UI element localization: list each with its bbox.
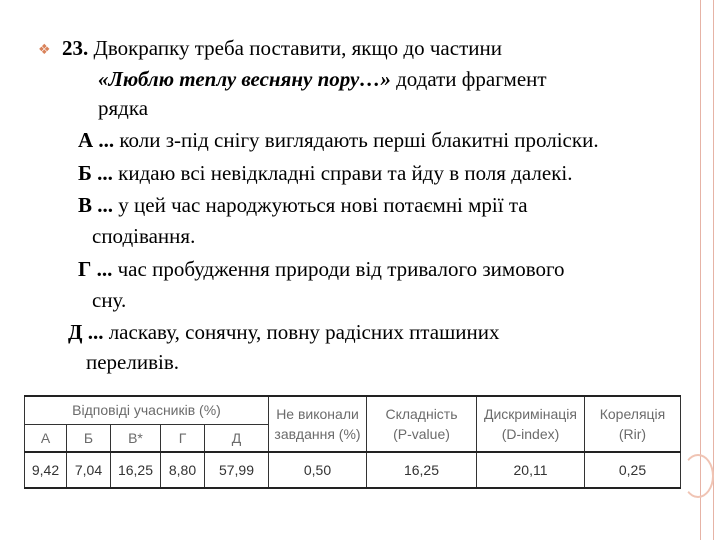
question-number: 23. (62, 36, 89, 60)
diamond-bullet-icon: ❖ (38, 42, 51, 58)
option-c-dots: ... (92, 193, 114, 217)
option-e-text-cont: переливів. (86, 350, 180, 374)
not-done-header-2: завдання (%) (274, 426, 361, 442)
correlation-header (585, 396, 681, 452)
answer-value-b: 7,04 (67, 452, 111, 488)
difficulty-header-2: (P-value) (393, 426, 450, 442)
discrimination-header-1: Дискримінація (484, 406, 577, 422)
option-c-cont (92, 224, 195, 248)
option-b (78, 161, 572, 185)
option-d-cont (92, 288, 126, 312)
not-done-value: 0,50 (269, 452, 367, 488)
question-text-1: Двокрапку треба поставити, якщо до частини (93, 36, 502, 60)
not-done-header-1: Не виконали (276, 406, 359, 422)
answer-letter-a: А (25, 424, 67, 452)
option-d-text-cont: сну. (92, 288, 127, 312)
option-d-dots: ... (91, 257, 113, 281)
option-e-text: ласкаву, сонячну, повну радісних пташиних (103, 320, 500, 344)
difficulty-header (367, 396, 477, 452)
answer-value-d: 57,99 (205, 452, 269, 488)
option-c (78, 193, 528, 217)
question-quote: «Люблю теплу весняну пору…» (98, 67, 391, 91)
option-d-letter: Г (78, 257, 92, 281)
answer-letter-v: В* (111, 424, 161, 452)
discrimination-value: 20,11 (477, 452, 585, 488)
option-a-text: коли з-під снігу виглядають перші блакитні проліски. (114, 128, 599, 152)
option-a-dots: ... (93, 128, 115, 152)
slide-frame-ornament (682, 454, 714, 498)
answer-value-v: 16,25 (111, 452, 161, 488)
not-done-header (269, 396, 367, 452)
option-a-letter: А (78, 128, 94, 152)
question-text-2: додати фрагмент (390, 67, 547, 91)
statistics-table (24, 395, 681, 489)
correlation-header-2: (Rir) (618, 426, 647, 442)
question-line-1 (62, 36, 502, 60)
option-c-letter: В (78, 193, 93, 217)
option-b-dots: ... (91, 161, 113, 185)
option-b-letter: Б (78, 161, 92, 185)
answer-letter-b: Б (67, 424, 111, 452)
answer-letter-d: Д (205, 424, 269, 452)
option-e-cont (86, 350, 179, 374)
option-e-letter: Д (68, 320, 83, 344)
option-d-text: час пробудження природи від тривалого зимового (112, 257, 565, 281)
question-text-3: рядка (98, 96, 149, 120)
option-e-dots: ... (82, 320, 104, 344)
correlation-header-1: Кореляція (599, 406, 666, 422)
answer-value-g: 8,80 (161, 452, 205, 488)
answers-header: Відповіді учасників (%) (25, 396, 269, 424)
difficulty-value: 16,25 (367, 452, 477, 488)
question-line-2 (98, 67, 547, 91)
answer-value-a: 9,42 (25, 452, 67, 488)
option-e (68, 320, 499, 344)
option-d (78, 257, 565, 281)
option-c-text: у цей час народжуються нові потаємні мрії та (113, 193, 528, 217)
difficulty-header-1: Складність (385, 406, 458, 422)
option-a (78, 128, 599, 152)
discrimination-header (477, 396, 585, 452)
answer-letter-g: Г (161, 424, 205, 452)
option-c-text-cont: сподівання. (92, 224, 196, 248)
discrimination-header-2: (D-index) (501, 426, 560, 442)
question-line-3 (98, 96, 148, 120)
option-b-text: кидаю всі невідкладні справи та йду в поля далекі. (112, 161, 573, 185)
correlation-value: 0,25 (585, 452, 681, 488)
